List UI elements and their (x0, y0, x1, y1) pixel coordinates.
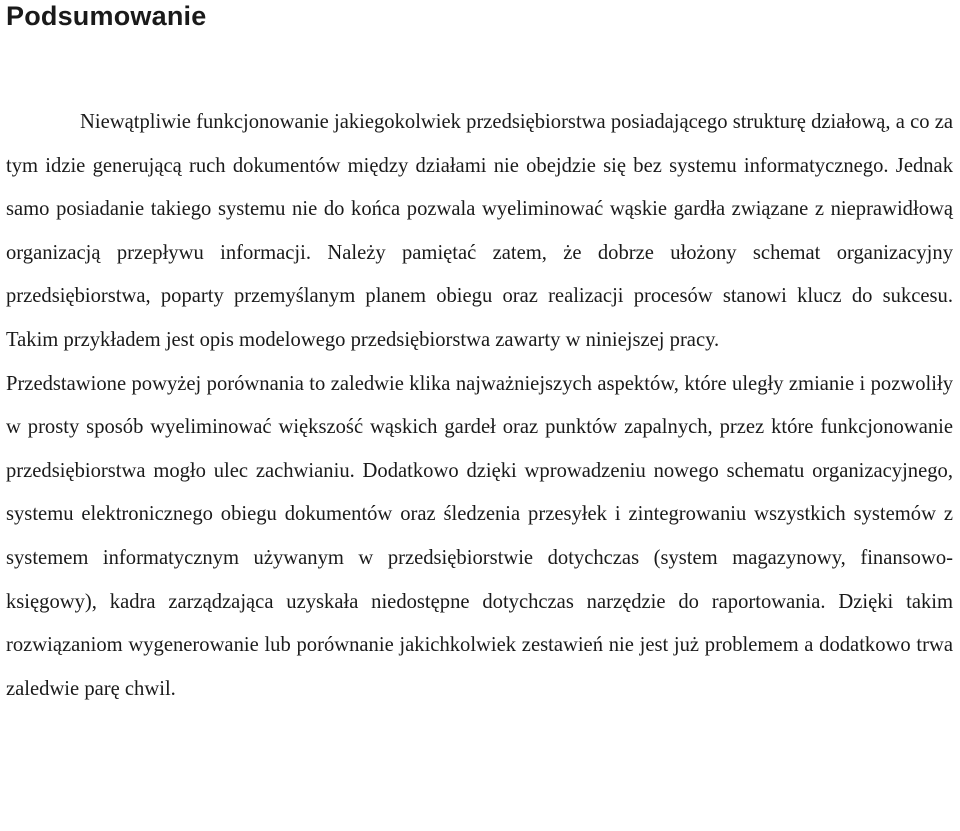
section-heading: Podsumowanie (6, 1, 207, 31)
paragraph-2: Przedstawione powyżej porównania to zaledwie klika najważniejszych aspektów, które uległy zmianie i pozwoliły w prosty sposób wyeliminować większość wąskich gardeł oraz punktów zapalnych, przez które funkcjonowanie przedsiębiorstwa mogło ulec zachwianiu. Dodatkowo dzięki wprowadzeniu nowego schematu organizacyjnego, systemu elektronicznego obiegu dokumentów oraz śledzenia przesyłek i zintegrowaniu wszystkich systemów z systemem informatycznym używanym w przedsiębiorstwie dotychczas (system magazynowy, finansowo-księgowy), kadra zarządzająca uzyskała niedostępne dotychczas narzędzie do raportowania. Dzięki takim rozwiązaniom wygenerowanie lub porównanie jakichkolwiek zestawień nie jest już problemem a dodatkowo trwa zaledwie parę chwil. (6, 372, 953, 700)
paragraph-1: Niewątpliwie funkcjonowanie jakiegokolwiek przedsiębiorstwa posiadającego strukturę działową, a co za tym idzie generującą ruch dokumentów między działami nie obejdzie się bez systemu informatycznego. Jednak samo posiadanie takiego systemu nie do końca pozwala wyeliminować wąskie gardła związane z nieprawidłową organizacją przepływu informacji. Należy pamiętać zatem, że dobrze ułożony schemat organizacyjny przedsiębiorstwa, poparty przemyślanym planem obiegu oraz realizacji procesów stanowi klucz do sukcesu. Takim przykładem jest opis modelowego przedsiębiorstwa zawarty w niniejszej pracy. (6, 111, 953, 351)
